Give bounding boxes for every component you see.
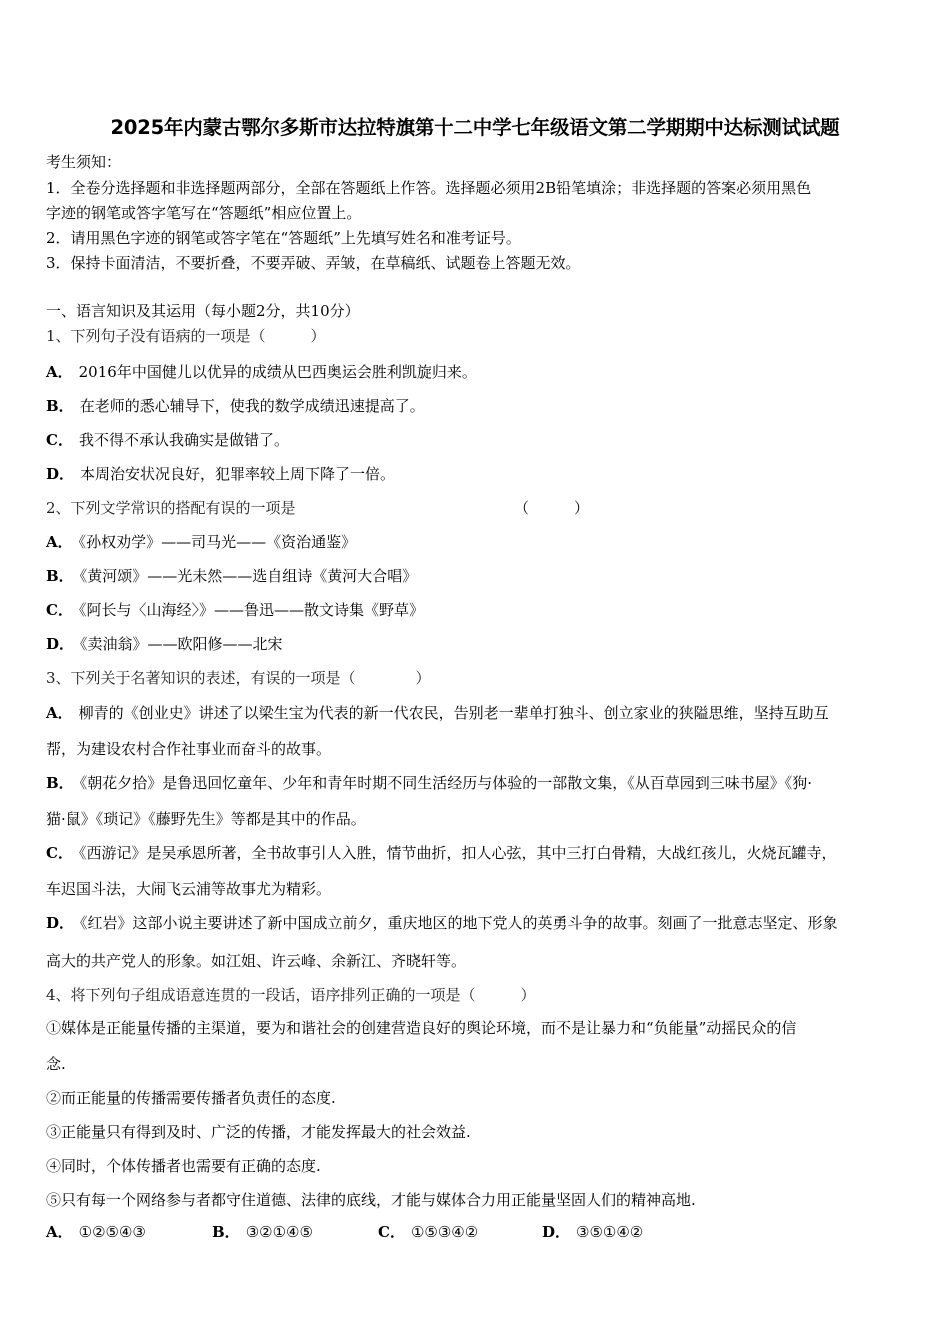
notice-item-1-cont: 字迹的钢笔或答字笔写在“答题纸”相应位置上。	[46, 204, 362, 222]
q3-option-d-cont: 高大的共产党人的形象。如江姐、许云峰、余新江、齐晓轩等。	[46, 952, 467, 970]
q4-sentence-5: ⑤只有每一个网络参与者都守住道德、法律的底线，才能与媒体合力用正能量坚固人们的精神高地.	[46, 1191, 696, 1209]
option-label: C．	[46, 431, 73, 449]
notice-item-3: 3．保持卡面清洁，不要折叠，不要弄破、弄皱，在草稿纸、试题卷上答题无效。	[46, 254, 581, 272]
option-label: D．	[46, 914, 75, 932]
q3-option-a-cont: 帮，为建设农村合作社事业而奋斗的故事。	[46, 740, 332, 758]
q1-option-b	[46, 396, 425, 416]
q3-option-c	[46, 843, 836, 863]
notice-heading: 考生须知：	[46, 153, 122, 171]
option-label: B．	[212, 1223, 240, 1241]
option-text: 《孙权劝学》——司马光——《资治通鉴》	[78, 533, 357, 551]
option-label: A．	[46, 1223, 73, 1241]
q4-sentence-1-cont: 念.	[46, 1055, 66, 1073]
notice-item-2: 2．请用黑色字迹的钢笔或答字笔在“答题纸”上先填写姓名和准考证号。	[46, 229, 521, 247]
option-label: B．	[46, 774, 74, 792]
q1-option-d	[46, 464, 395, 484]
option-text: ①⑤③④②	[410, 1223, 479, 1241]
q4-sentence-2: ②而正能量的传播需要传播者负责任的态度.	[46, 1089, 336, 1107]
q4-option-d	[542, 1222, 643, 1242]
option-text: 《西游记》是吴承恩所著，全书故事引人入胜，情节曲折，扣人心弦，其中三打白骨精，大战红孩儿，火烧瓦罐寺，	[78, 844, 837, 862]
q4-option-a	[46, 1222, 146, 1242]
q2-option-c	[46, 600, 424, 620]
q1-stem: 1、下列句子没有语病的一项是（ ）	[46, 327, 326, 345]
option-label: C．	[46, 601, 73, 619]
page-title: 2025年内蒙古鄂尔多斯市达拉特旗第十二中学七年级语文第二学期期中达标测试试题	[110, 116, 840, 139]
q2-option-a	[46, 532, 356, 552]
q2-option-d	[46, 634, 283, 654]
q4-option-b	[212, 1222, 313, 1242]
option-text: 《阿长与〈山海经〉》——鲁迅——散文诗集《野草》	[78, 601, 424, 619]
q4-sentence-3: ③正能量只有得到及时、广泛的传播，才能发挥最大的社会效益.	[46, 1123, 471, 1141]
q1-option-a	[46, 362, 477, 382]
option-label: C．	[378, 1223, 405, 1241]
option-text: ③②①④⑤	[245, 1223, 313, 1241]
option-text: 在老师的悉心辅导下，使我的数学成绩迅速提高了。	[79, 397, 425, 415]
option-text: 本周治安状况良好，犯罪率较上周下降了一倍。	[80, 465, 396, 483]
q2-answer-paren: （ ）	[514, 499, 590, 517]
q4-option-c	[378, 1222, 478, 1242]
option-text: 《卖油翁》——欧阳修——北宋	[80, 635, 283, 653]
option-text: 柳青的《创业史》讲述了以梁生宝为代表的新一代农民，告别老一辈单打独斗、创立家业的狭隘思维，坚持互助互	[78, 704, 829, 722]
q3-option-a	[46, 703, 829, 723]
option-text: 2016年中国健儿以优异的成绩从巴西奥运会胜利凯旋归来。	[78, 363, 477, 381]
q4-sentence-1: ①媒体是正能量传播的主渠道，要为和谐社会的创建营造良好的舆论环境，而不是让暴力和“负能量”动摇民众的信	[46, 1019, 797, 1037]
option-text: 《红岩》这部小说主要讲述了新中国成立前夕，重庆地区的地下党人的英勇斗争的故事。刻画了一批意志坚定、形象	[80, 914, 838, 932]
section-heading: 一、语言知识及其运用（每小题2分，共10分）	[46, 302, 360, 320]
option-label: A．	[46, 363, 73, 381]
option-label: D．	[542, 1223, 571, 1241]
q4-stem: 4、将下列句子组成语意连贯的一段话，语序排列正确的一项是（ ）	[46, 986, 536, 1004]
option-label: A．	[46, 704, 73, 722]
notice-item-1: 1．全卷分选择题和非选择题两部分，全部在答题纸上作答。选择题必须用2B铅笔填涂；非选择题的答案必须用黑色	[46, 179, 812, 197]
option-label: D．	[46, 635, 75, 653]
q3-stem: 3、下列关于名著知识的表述，有误的一项是（ ）	[46, 669, 431, 687]
option-text: 《朝花夕拾》是鲁迅回忆童年、少年和青年时期不同生活经历与体验的一部散文集，《从百草园到三味书屋》《狗·	[79, 774, 812, 792]
option-text: 《黄河颂》——光未然——选自组诗《黄河大合唱》	[79, 567, 418, 585]
q2-option-b	[46, 566, 417, 586]
option-label: B．	[46, 397, 74, 415]
option-text: ①②⑤④③	[78, 1223, 146, 1241]
q1-option-c	[46, 430, 289, 450]
q3-option-d	[46, 913, 838, 933]
option-text: 我不得不承认我确实是做错了。	[78, 431, 289, 449]
option-label: D．	[46, 465, 75, 483]
option-label: C．	[46, 844, 73, 862]
q4-sentence-4: ④同时，个体传播者也需要有正确的态度.	[46, 1157, 321, 1175]
q3-option-c-cont: 车迟国斗法，大闹飞云浦等故事尤为精彩。	[46, 880, 332, 898]
q3-option-b-cont: 猫·鼠》《琐记》《藤野先生》等都是其中的作品。	[46, 810, 366, 828]
option-label: B．	[46, 567, 74, 585]
option-text: ③⑤①④②	[576, 1223, 644, 1241]
option-label: A．	[46, 533, 73, 551]
q3-option-b	[46, 773, 812, 793]
q2-stem: 2、下列文学常识的搭配有误的一项是	[46, 499, 296, 517]
